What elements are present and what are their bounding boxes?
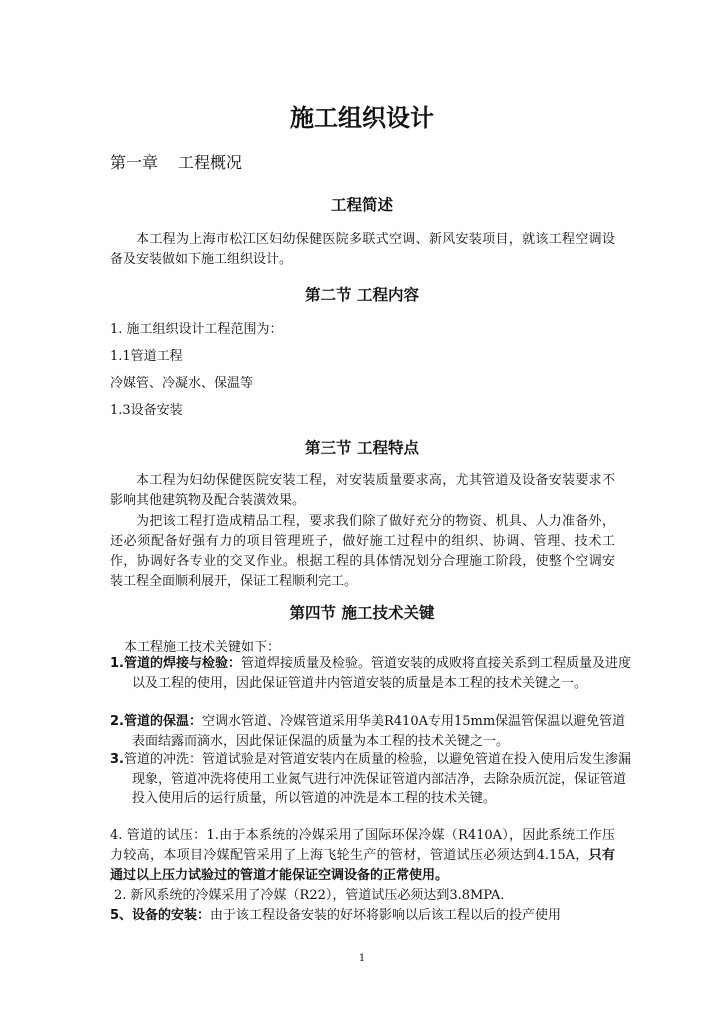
section-4-intro: 本工程施工技术关键如下： (124, 640, 281, 655)
section-3-paragraph-1: 本工程为妇幼保健医院安装工程，对安装质量要求高，尤其管道及设备安装要求不影响其他建筑物及配合装潢效果。 (110, 473, 615, 508)
key-item-number: 3. (110, 752, 124, 767)
key-item-5-heading: 5、设备的安装： (110, 908, 211, 923)
key-item-text: 管道焊接质量及检验。管道安装的成败将直接关系到工程质量及进度以及工程的使用，因此保证管道井内管道安装的质量是本工程的技术关键之一。 (132, 656, 632, 691)
key-item-text: 空调水管道、冷媒管道采用华美R410A专用15mm保温管保温以避免管道表面结露而滴水，因此保证保温的质量为本工程的技术关键之一。 (132, 714, 626, 749)
section-2-line: 1.3设备安装 (110, 403, 183, 418)
section-3-heading: 第三节 工程特点 (305, 439, 419, 457)
key-item-5-text: 由于该工程设备安装的好坏将影响以后该工程以后的投产使用 (210, 908, 562, 923)
page-number: 1 (358, 953, 366, 964)
section-overview-heading: 工程简述 (330, 196, 393, 214)
key-item-2 (110, 712, 637, 751)
key-item-4-bold: 只有通过以上压力试验过的管道才能保证空调设备的正常使用。 (110, 848, 615, 883)
key-item-4 (110, 826, 615, 886)
document-title: 施工组织设计 (290, 104, 434, 132)
key-item-number: 1. (110, 656, 124, 671)
section-2-heading: 第二节 工程内容 (305, 286, 419, 304)
section-2-line: 1. 施工组织设计工程范围为： (110, 322, 283, 337)
key-item-text: 管道的冲洗：管道试验是对管道安装内在质量的检验，以避免管道在投入使用后发生渗漏现象，管道冲洗将使用工业氮气进行冲洗保证管道内部洁净，去除杂质沉淀，保证管道投入使用后的运行质量，所以管道的冲洗是本工程的技术关键。 (123, 752, 631, 806)
key-item-heading: 管道的焊接与检验： (123, 656, 241, 671)
chapter-label: 第一章 (110, 153, 159, 172)
section-2-line: 1.1管道工程 (110, 349, 183, 364)
chapter-name: 工程概况 (178, 153, 243, 172)
overview-paragraph: 本工程为上海市松江区妇幼保健医院多联式空调、新风安装项目，就该工程空调设备及安装做如下施工组织设计。 (110, 232, 615, 267)
key-item-4-sub: 2. 新风系统的冷媒采用了冷媒（R22），管道试压必须达到3.8MPA. (114, 888, 505, 903)
key-item-number: 2. (110, 714, 124, 729)
section-3-paragraph-2: 为把该工程打造成精品工程，要求我们除了做好充分的物资、机具、人力准备外，还必须配备好强有力的项目管理班子，做好施工过程中的组织、协调、管理、技术工作，协调好各专业的交叉作业。根据工程的具体情况划分合理施工阶段，使整个空调安装工程全面顺利展开，保证工程顺利完工。 (110, 514, 615, 589)
key-item-1 (110, 654, 637, 693)
section-2-line: 冷媒管、冷凝水、保温等 (110, 376, 254, 391)
section-4-heading: 第四节 施工技术关键 (289, 604, 435, 622)
key-item-heading: 管道的保温： (123, 714, 202, 729)
chapter-heading (110, 150, 242, 173)
key-item-3 (110, 750, 637, 809)
key-item-4-text: 4. 管道的试压：1.由于本系统的冷媒采用了国际环保冷媒（R410A），因此系统工作压力较高，本项目冷媒配管采用了上海飞轮生产的管材，管道试压必须达到4.15A， (110, 828, 615, 863)
key-item-5 (110, 904, 561, 923)
